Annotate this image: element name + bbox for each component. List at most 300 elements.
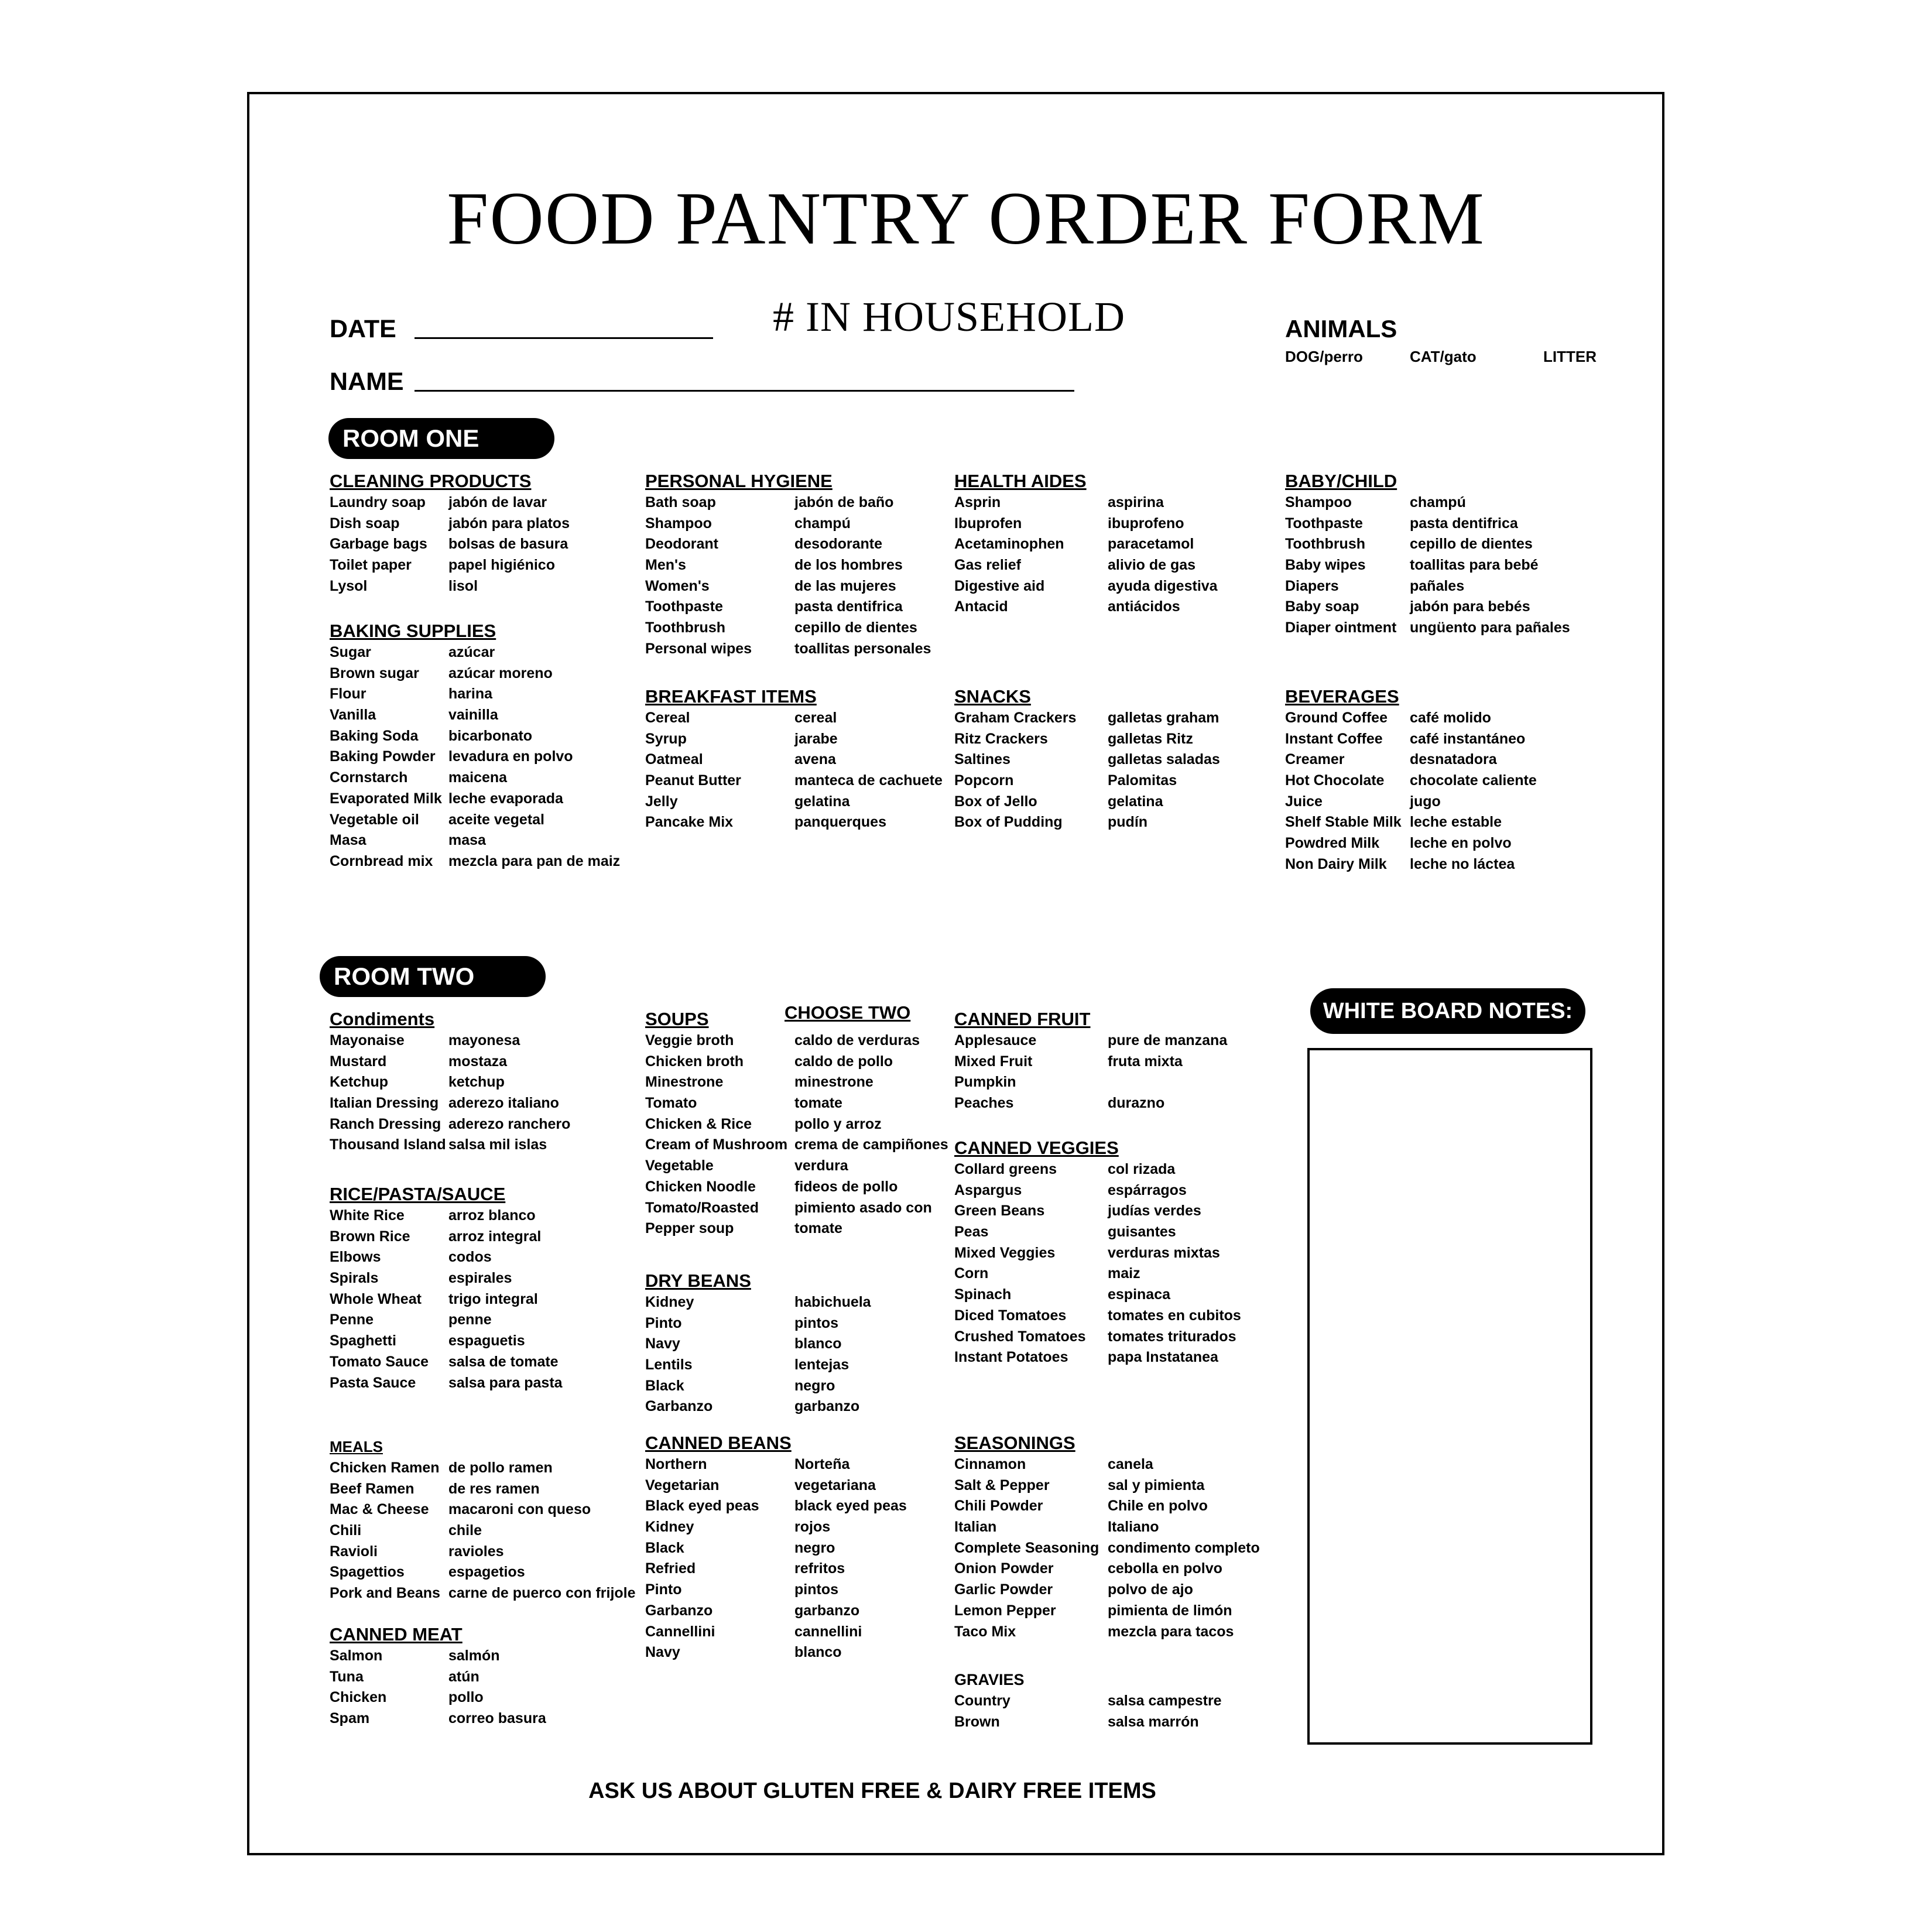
item-english: Ravioli	[330, 1543, 378, 1560]
item-row[interactable]	[330, 1667, 479, 1688]
item-row[interactable]	[1285, 729, 1526, 750]
item-english: Masa	[330, 832, 366, 849]
item-row[interactable]	[954, 1284, 1171, 1306]
item-english: Pinto	[645, 1314, 682, 1331]
item-english: Country	[954, 1693, 1010, 1709]
item-english: Brown Rice	[330, 1228, 410, 1245]
item-row[interactable]	[1285, 708, 1491, 729]
section-title: CLEANING PRODUCTS	[330, 471, 532, 491]
item-spanish: fideos de pollo	[794, 1178, 898, 1195]
item-english: Cornbread mix	[330, 852, 433, 869]
item-row[interactable]	[330, 726, 533, 747]
item-row[interactable]	[330, 1520, 482, 1542]
item-spanish: levadura en polvo	[448, 748, 573, 765]
item-row[interactable]	[645, 1376, 835, 1397]
item-row[interactable]	[330, 1373, 563, 1394]
item-row[interactable]	[1285, 618, 1570, 639]
item-spanish: champú	[1410, 494, 1466, 511]
item-spanish: azúcar	[448, 644, 495, 660]
item-row[interactable]	[330, 1268, 512, 1289]
item-english: Bath soap	[645, 494, 716, 511]
item-english: Black eyed peas	[645, 1498, 759, 1515]
item-english: Kidney	[645, 1519, 694, 1536]
item-english: Mixed Fruit	[954, 1053, 1033, 1070]
item-spanish: guisantes	[1108, 1224, 1176, 1241]
section-gravies	[954, 1669, 1222, 1732]
item-row[interactable]	[645, 812, 886, 833]
item-row[interactable]	[954, 1222, 1176, 1243]
item-row[interactable]	[954, 708, 1220, 729]
item-row[interactable]	[645, 576, 896, 597]
item-spanish: de res ramen	[448, 1480, 540, 1497]
item-row[interactable]	[645, 708, 837, 729]
item-row[interactable]	[954, 1558, 1222, 1580]
item-spanish: antiácidos	[1108, 598, 1180, 615]
item-row[interactable]	[954, 534, 1194, 555]
item-row[interactable]	[954, 1538, 1260, 1559]
item-row[interactable]	[330, 1093, 559, 1114]
item-row[interactable]	[645, 1517, 831, 1538]
item-row[interactable]	[645, 1475, 876, 1496]
item-english: Digestive aid	[954, 577, 1045, 594]
item-english: Toothpaste	[645, 598, 723, 615]
item-row[interactable]	[330, 513, 570, 535]
item-spanish: caldo de pollo	[794, 1053, 893, 1070]
item-english: Juice	[1285, 793, 1323, 810]
item-english: Chicken	[330, 1689, 387, 1706]
item-english: Vegetarian	[645, 1477, 720, 1493]
item-english: Saltines	[954, 751, 1010, 768]
item-english: Aspargus	[954, 1181, 1022, 1198]
item-spanish: salmón	[448, 1647, 500, 1664]
item-row[interactable]	[330, 705, 496, 726]
item-row[interactable]	[645, 1292, 871, 1313]
item-english: Penne	[330, 1311, 374, 1328]
item-row[interactable]	[645, 1198, 932, 1219]
item-spanish: tomate	[794, 1095, 842, 1112]
item-english: Chicken & Rice	[645, 1115, 752, 1132]
section-rice	[330, 1183, 563, 1393]
section-title: GRAVIES	[954, 1671, 1025, 1688]
item-spanish: minestrone	[794, 1074, 873, 1091]
item-row[interactable]	[645, 1156, 848, 1177]
item-row[interactable]	[330, 1583, 636, 1604]
item-english: Italian Dressing	[330, 1095, 439, 1112]
item-row[interactable]	[645, 749, 836, 770]
item-spanish: mayonesa	[448, 1032, 520, 1049]
item-spanish: cepillo de dientes	[1410, 536, 1533, 553]
item-spanish: col rizada	[1108, 1161, 1176, 1177]
item-row[interactable]	[1285, 792, 1441, 813]
item-row[interactable]	[1285, 854, 1515, 875]
item-row[interactable]	[330, 1289, 538, 1310]
item-row[interactable]	[1285, 513, 1518, 535]
item-spanish: papel higiénico	[448, 557, 555, 574]
item-spanish: tomate	[794, 1220, 842, 1237]
item-english: Applesauce	[954, 1032, 1037, 1049]
item-row[interactable]	[954, 513, 1184, 535]
item-spanish: ketchup	[448, 1074, 505, 1091]
section-condiments	[330, 1008, 571, 1156]
item-spanish: sal y pimienta	[1108, 1477, 1205, 1493]
item-row[interactable]	[330, 576, 531, 597]
item-row[interactable]	[954, 1475, 1205, 1496]
item-row[interactable]	[330, 492, 547, 513]
item-row[interactable]	[954, 597, 1180, 618]
item-spanish: desnatadora	[1410, 751, 1497, 768]
section-title: CANNED MEAT	[330, 1624, 463, 1645]
item-row[interactable]	[645, 792, 850, 813]
section-baby	[1285, 470, 1570, 639]
item-row[interactable]	[954, 492, 1164, 513]
item-row[interactable]	[330, 1499, 591, 1520]
item-row[interactable]	[954, 1496, 1208, 1517]
item-spanish: toallitas para bebé	[1410, 557, 1539, 574]
item-english: Acetaminophen	[954, 536, 1064, 553]
section-title: CANNED VEGGIES	[954, 1138, 1119, 1158]
item-row[interactable]	[954, 792, 1163, 813]
section-meals	[330, 1436, 636, 1604]
item-spanish: toallitas personales	[794, 640, 931, 657]
item-row[interactable]	[1285, 597, 1530, 618]
item-row[interactable]	[330, 1072, 505, 1093]
item-row[interactable]	[330, 768, 508, 789]
item-spanish: arroz integral	[448, 1228, 542, 1245]
item-english: Lysol	[330, 577, 368, 594]
item-row[interactable]	[954, 1051, 1183, 1073]
item-row[interactable]	[954, 1159, 1176, 1180]
item-row[interactable]	[645, 492, 894, 513]
item-spanish: verdura	[794, 1157, 848, 1174]
item-english: White Rice	[330, 1207, 405, 1224]
item-row[interactable]	[954, 1072, 1091, 1093]
item-english: Chicken broth	[645, 1053, 744, 1070]
item-english: Baking Soda	[330, 727, 419, 744]
item-english: Mixed Veggies	[954, 1244, 1056, 1261]
animal-cat[interactable]: CAT/gato	[1410, 348, 1477, 365]
item-english: Garbage bags	[330, 536, 427, 553]
item-row[interactable]	[954, 729, 1193, 750]
item-spanish: ayuda digestiva	[1108, 577, 1218, 594]
item-english: Garbanzo	[645, 1398, 713, 1415]
item-row[interactable]	[645, 1396, 860, 1417]
item-spanish: leche no láctea	[1410, 855, 1515, 872]
item-row[interactable]	[954, 749, 1220, 770]
item-row[interactable]	[954, 1580, 1193, 1601]
item-english: Oatmeal	[645, 751, 703, 768]
item-row[interactable]	[330, 1562, 525, 1583]
item-row[interactable]	[330, 810, 544, 831]
item-spanish: lentejas	[794, 1356, 849, 1373]
item-spanish: espinaca	[1108, 1286, 1171, 1303]
name-field[interactable]	[415, 390, 1074, 392]
item-row[interactable]	[954, 1327, 1236, 1348]
item-english: Navy	[645, 1644, 680, 1661]
item-english: Tomato	[645, 1095, 697, 1112]
item-english: Black	[645, 1539, 684, 1556]
item-row[interactable]	[954, 1622, 1234, 1643]
item-spanish: galletas graham	[1108, 710, 1220, 726]
choose-two-label: CHOOSE TWO	[785, 1002, 911, 1023]
item-english: Diced Tomatoes	[954, 1307, 1067, 1324]
section-canned-fruit	[954, 1008, 1228, 1114]
item-row[interactable]	[645, 1177, 898, 1198]
item-row[interactable]	[645, 1580, 838, 1601]
item-row[interactable]	[330, 1458, 553, 1479]
item-spanish: pasta dentifrica	[794, 598, 903, 615]
item-row[interactable]	[954, 1093, 1165, 1114]
item-row[interactable]	[330, 555, 555, 576]
item-row[interactable]	[645, 618, 917, 639]
item-row[interactable]	[645, 1051, 893, 1073]
item-spanish: pollo	[448, 1689, 484, 1706]
item-spanish: durazno	[1108, 1095, 1165, 1112]
item-row[interactable]	[645, 1496, 907, 1517]
item-row[interactable]	[645, 1072, 873, 1093]
item-spanish: azúcar moreno	[448, 664, 553, 681]
item-spanish: chile	[448, 1522, 482, 1539]
section-canned-meat	[330, 1623, 546, 1729]
item-english: Peas	[954, 1224, 989, 1241]
item-row[interactable]	[1285, 492, 1466, 513]
item-row[interactable]	[1285, 770, 1537, 792]
item-english: Garlic Powder	[954, 1581, 1053, 1598]
item-spanish: bicarbonato	[448, 727, 533, 744]
item-english: Asprin	[954, 494, 1001, 511]
item-row[interactable]	[330, 1051, 508, 1073]
item-spanish: salsa mil islas	[448, 1136, 547, 1153]
item-row[interactable]	[330, 1646, 500, 1667]
item-spanish: habichuela	[794, 1294, 871, 1310]
item-english: Flour	[330, 686, 366, 703]
item-spanish: galletas saladas	[1108, 751, 1220, 768]
item-row[interactable]	[330, 1030, 520, 1051]
item-row[interactable]	[330, 1114, 571, 1135]
item-english: Lemon Pepper	[954, 1602, 1056, 1619]
item-row[interactable]	[645, 597, 903, 618]
item-row[interactable]	[645, 1114, 882, 1135]
item-row[interactable]	[1285, 749, 1497, 770]
item-row[interactable]	[954, 770, 1177, 792]
item-row[interactable]	[330, 1135, 547, 1156]
item-spanish: jarabe	[794, 730, 838, 747]
item-english: Chicken Noodle	[645, 1178, 756, 1195]
item-english: Crushed Tomatoes	[954, 1328, 1086, 1345]
item-row[interactable]	[330, 1708, 546, 1729]
item-row[interactable]	[330, 663, 553, 684]
item-english: Antacid	[954, 598, 1008, 615]
item-english: Pork and Beans	[330, 1585, 440, 1602]
item-english: Elbows	[330, 1249, 381, 1266]
item-spanish: garbanzo	[794, 1398, 860, 1415]
item-spanish: pimiento asado con	[794, 1199, 932, 1216]
item-row[interactable]	[330, 642, 496, 663]
item-spanish: gelatina	[794, 793, 850, 810]
date-field[interactable]	[415, 337, 713, 339]
item-row[interactable]	[330, 851, 621, 872]
item-row[interactable]	[645, 1135, 948, 1156]
item-spanish: arroz blanco	[448, 1207, 536, 1224]
item-row[interactable]	[330, 1542, 504, 1563]
room-one-label: ROOM ONE	[342, 424, 479, 452]
item-spanish: espaguetis	[448, 1332, 525, 1349]
item-row[interactable]	[954, 1243, 1220, 1264]
item-row[interactable]	[330, 534, 568, 555]
item-spanish: paracetamol	[1108, 536, 1194, 553]
item-spanish: jugo	[1410, 793, 1441, 810]
section-title: HEALTH AIDES	[954, 471, 1087, 491]
item-english: Ketchup	[330, 1074, 388, 1091]
item-row[interactable]	[1285, 555, 1539, 576]
item-row[interactable]	[645, 513, 851, 535]
item-spanish: café molido	[1410, 710, 1491, 726]
item-row[interactable]	[645, 770, 943, 792]
item-row[interactable]	[954, 576, 1218, 597]
item-english: Laundry soap	[330, 494, 426, 511]
item-spanish: de las mujeres	[794, 577, 896, 594]
item-row[interactable]	[954, 1691, 1222, 1712]
item-row[interactable]	[330, 746, 573, 768]
item-row[interactable]	[954, 555, 1196, 576]
item-english: Onion Powder	[954, 1560, 1054, 1577]
item-row[interactable]	[330, 830, 496, 851]
section-title: BAKING SUPPLIES	[330, 621, 496, 641]
item-english: Instant Potatoes	[954, 1349, 1068, 1366]
item-english: Brown	[954, 1713, 1000, 1730]
item-spanish: maicena	[448, 769, 508, 786]
item-row[interactable]	[1285, 576, 1465, 597]
item-row[interactable]	[330, 789, 563, 810]
item-row[interactable]	[645, 1558, 845, 1580]
item-spanish: verduras mixtas	[1108, 1244, 1220, 1261]
item-spanish: pudín	[1108, 814, 1148, 831]
item-spanish: garbanzo	[794, 1602, 860, 1619]
item-row[interactable]	[645, 1334, 842, 1355]
item-row[interactable]	[1285, 534, 1533, 555]
item-row[interactable]	[954, 812, 1148, 833]
item-row[interactable]	[645, 1538, 835, 1559]
item-english: Pumpkin	[954, 1074, 1016, 1091]
item-english: Baby soap	[1285, 598, 1359, 615]
item-spanish: codos	[448, 1249, 492, 1266]
item-row[interactable]	[645, 1622, 862, 1643]
item-english: Spinach	[954, 1286, 1012, 1303]
item-row[interactable]	[645, 639, 931, 660]
item-row[interactable]	[1285, 833, 1512, 854]
item-row[interactable]	[645, 729, 838, 750]
item-english: Dish soap	[330, 515, 400, 532]
section-canned-beans	[645, 1432, 907, 1663]
item-spanish: salsa para pasta	[448, 1374, 563, 1391]
item-row[interactable]	[1285, 812, 1502, 833]
item-row[interactable]	[330, 1352, 559, 1373]
item-spanish: macaroni con queso	[448, 1501, 591, 1518]
item-row[interactable]	[645, 1218, 842, 1239]
item-english: Garbanzo	[645, 1602, 713, 1619]
item-spanish: avena	[794, 751, 836, 768]
item-english: Mayonaise	[330, 1032, 405, 1049]
item-row[interactable]	[645, 1313, 838, 1334]
item-row[interactable]	[330, 1310, 505, 1331]
item-row[interactable]	[954, 1201, 1201, 1222]
item-spanish: cepillo de dientes	[794, 619, 917, 636]
item-row[interactable]	[330, 1227, 542, 1248]
item-row[interactable]	[954, 1517, 1159, 1538]
item-row[interactable]	[645, 1093, 842, 1114]
item-row[interactable]	[954, 1306, 1241, 1327]
item-row[interactable]	[645, 1642, 842, 1663]
household-label: # IN HOUSEHOLD	[773, 293, 1125, 340]
item-english: Vanilla	[330, 707, 376, 724]
item-spanish: alivio de gas	[1108, 557, 1196, 574]
item-spanish: negro	[794, 1539, 835, 1556]
white-board-notes-box[interactable]	[1307, 1048, 1592, 1745]
item-row[interactable]	[645, 534, 883, 555]
item-spanish: salsa marrón	[1108, 1713, 1199, 1730]
item-english: Complete Seasoning	[954, 1539, 1099, 1556]
item-row[interactable]	[645, 1601, 860, 1622]
item-english: Pasta Sauce	[330, 1374, 416, 1391]
item-spanish: aderezo ranchero	[448, 1115, 571, 1132]
item-english: Syrup	[645, 730, 687, 747]
item-row[interactable]	[954, 1454, 1153, 1475]
item-row[interactable]	[330, 1247, 505, 1268]
item-row[interactable]	[645, 555, 903, 576]
item-english: Thousand Island	[330, 1136, 446, 1153]
item-spanish: harina	[448, 686, 493, 703]
item-row[interactable]	[645, 1355, 849, 1376]
item-row[interactable]	[330, 1205, 536, 1227]
item-row[interactable]	[954, 1180, 1187, 1201]
item-spanish: cereal	[794, 710, 837, 726]
item-row[interactable]	[954, 1712, 1199, 1733]
item-spanish: jabón de baño	[794, 494, 894, 511]
section-title: CANNED BEANS	[645, 1433, 792, 1453]
item-english: Shampoo	[1285, 494, 1352, 511]
item-spanish: judías verdes	[1108, 1203, 1201, 1220]
item-spanish: chocolate caliente	[1410, 772, 1537, 789]
item-row[interactable]	[954, 1347, 1218, 1368]
item-english: Peaches	[954, 1095, 1014, 1112]
section-snacks	[954, 686, 1220, 833]
item-row[interactable]	[330, 1331, 525, 1352]
item-row[interactable]	[330, 1479, 540, 1500]
animal-dog[interactable]: DOG/perro	[1285, 348, 1363, 365]
item-english: Navy	[645, 1335, 680, 1352]
item-row[interactable]	[330, 1687, 484, 1708]
item-spanish: café instantáneo	[1410, 730, 1526, 747]
item-row[interactable]	[954, 1601, 1232, 1622]
item-spanish: ungüento para pañales	[1410, 619, 1570, 636]
item-english: Ranch Dressing	[330, 1115, 441, 1132]
section-hygiene	[645, 470, 931, 660]
animal-litter[interactable]: LITTER	[1543, 348, 1597, 365]
item-row[interactable]	[645, 1030, 920, 1051]
item-spanish: caldo de verduras	[794, 1032, 920, 1049]
item-row[interactable]	[954, 1263, 1140, 1284]
item-english: Personal wipes	[645, 640, 752, 657]
item-row[interactable]	[954, 1030, 1228, 1051]
item-english: Popcorn	[954, 772, 1014, 789]
item-row[interactable]	[645, 1454, 850, 1475]
item-spanish: rojos	[794, 1519, 831, 1536]
item-english: Chicken Ramen	[330, 1460, 440, 1476]
item-english: Lentils	[645, 1356, 693, 1373]
item-english: Vegetable	[645, 1157, 714, 1174]
item-english: Creamer	[1285, 751, 1345, 768]
item-row[interactable]	[330, 684, 496, 705]
item-spanish: galletas Ritz	[1108, 730, 1193, 747]
